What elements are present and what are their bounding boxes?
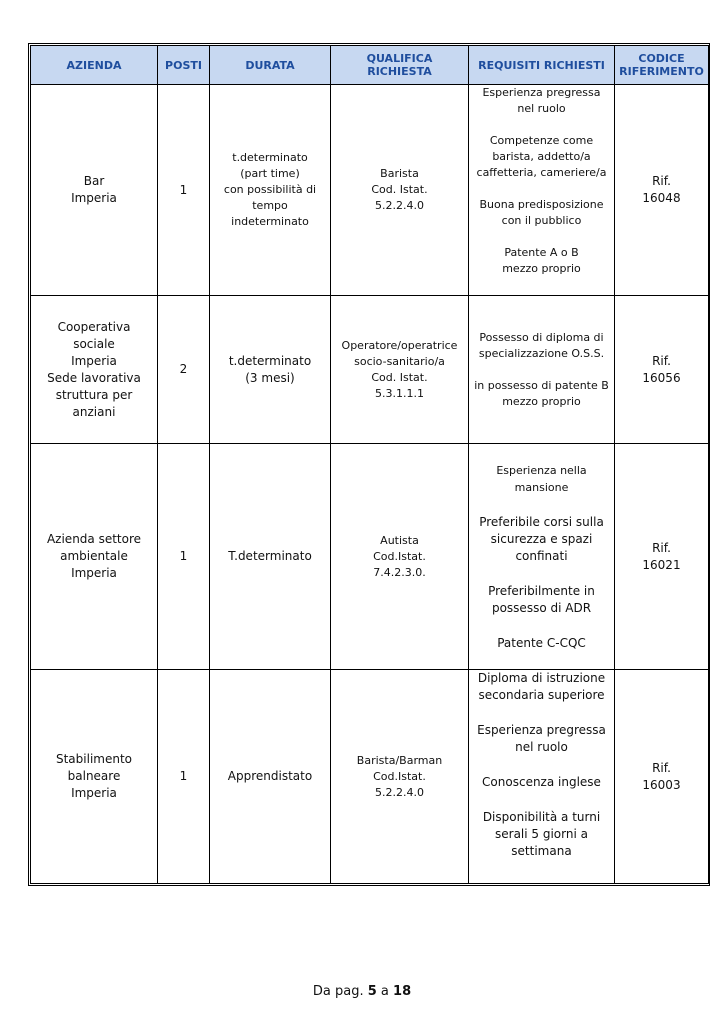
requisito-line: nel ruolo (517, 102, 566, 115)
requisito-line: confinati (515, 548, 568, 563)
codice-line: Rif. (652, 760, 671, 775)
header-qualifica: QUALIFICA RICHIESTA (331, 46, 469, 85)
requisito-line: Competenze come (489, 134, 594, 147)
codice-line: Rif. (652, 540, 671, 555)
qualifica-line: 5.2.2.4.0 (375, 199, 424, 212)
requisito-line: mansione (514, 480, 569, 494)
cell-durata (210, 444, 331, 670)
requisito-line: mezzo proprio (502, 262, 581, 275)
azienda-line: Sede lavorativa (47, 370, 141, 385)
requisito-line: Preferibile corsi sulla (479, 514, 604, 529)
requisito-line: mezzo proprio (502, 394, 581, 408)
requisito-line: possesso di ADR (491, 600, 592, 615)
requisito-line: Patente C-CQC (497, 635, 586, 650)
cell-azienda (31, 296, 158, 444)
requisito-line: secondaria superiore (478, 688, 605, 702)
header-codice-line1: CODICE (638, 52, 685, 65)
requisito-line: Buona predisposizione (479, 198, 604, 211)
azienda-line: balneare (67, 769, 121, 783)
cell-durata (210, 296, 331, 444)
cell-codice (615, 444, 709, 670)
codice-line: 16021 (642, 557, 681, 572)
codice-line: 16048 (642, 191, 681, 205)
azienda-line: Imperia (71, 353, 117, 368)
requisito-line: Patente A o B (504, 246, 579, 259)
azienda-line: Imperia (71, 786, 117, 800)
header-codice (615, 46, 709, 85)
page-footer (0, 984, 724, 999)
requisito-line: con il pubblico (501, 214, 582, 227)
requisito-line: Esperienza pregressa (477, 723, 606, 737)
qualifica-line: Cod. Istat. (371, 183, 428, 196)
durata-line: t.determinato (232, 151, 308, 164)
footer-prefix: Da pag. (312, 984, 364, 999)
azienda-line: Azienda settore (46, 532, 142, 546)
azienda-line: ambientale (60, 549, 128, 563)
codice-line: 16056 (642, 370, 681, 385)
durata-line: (part time) (240, 167, 300, 180)
cell-posti: 2 (158, 296, 210, 444)
cell-requisiti (469, 670, 615, 884)
table-row (31, 444, 709, 670)
qualifica-line: Cod. Istat. (371, 370, 428, 384)
azienda-line: struttura per (55, 387, 133, 402)
durata-line: indeterminato (231, 215, 309, 228)
azienda-line: Cooperativa sociale (57, 319, 131, 351)
requisito-line: Preferibilmente in (488, 583, 595, 598)
cell-posti: 1 (158, 444, 210, 670)
qualifica-line: Autista (380, 533, 419, 547)
requisito-line: Diploma di istruzione (477, 671, 606, 685)
cell-posti: 1 (158, 85, 210, 296)
cell-azienda (31, 670, 158, 884)
header-codice-line2: RIFERIMENTO (619, 65, 704, 78)
cell-codice (615, 296, 709, 444)
cell-posti: 1 (158, 670, 210, 884)
requisito-line: caffetteria, cameriere/a (476, 166, 607, 179)
header-azienda: AZIENDA (31, 46, 158, 85)
codice-line: Rif. (652, 353, 671, 368)
durata-line: Apprendistato (227, 769, 313, 783)
requisito-line: in possesso di patente B (474, 378, 609, 392)
cell-qualifica (331, 85, 469, 296)
durata-line: T.determinato (228, 549, 312, 563)
table-row (31, 670, 709, 884)
footer-page-total: 18 (393, 984, 412, 999)
qualifica-line: socio-sanitario/a (354, 354, 445, 368)
azienda-line: Imperia (71, 566, 117, 580)
cell-codice (615, 670, 709, 884)
codice-line: 16003 (642, 777, 681, 792)
durata-line: t.determinato (228, 353, 312, 368)
cell-azienda (31, 444, 158, 670)
header-durata: DURATA (210, 46, 331, 85)
cell-qualifica (331, 670, 469, 884)
qualifica-line: 5.2.2.4.0 (375, 785, 424, 799)
table-header-row (31, 46, 709, 85)
cell-durata (210, 670, 331, 884)
requisito-line: nel ruolo (515, 740, 568, 754)
header-requisiti: REQUISITI RICHIESTI (469, 46, 615, 85)
cell-azienda (31, 85, 158, 296)
cell-durata (210, 85, 331, 296)
requisito-line: Esperienza nella (496, 463, 587, 477)
requisito-line: settimana (511, 844, 572, 858)
requisito-line: specializzazione O.S.S. (478, 346, 605, 360)
durata-line: tempo (252, 199, 288, 212)
requisito-line: Conoscenza inglese (482, 775, 601, 789)
requisito-line: Esperienza pregressa (482, 86, 601, 99)
qualifica-line: Barista/Barman (356, 753, 443, 767)
azienda-line: anziani (72, 404, 116, 419)
durata-line: (3 mesi) (245, 370, 295, 385)
requisito-line: Disponibilità a turni (482, 810, 601, 824)
azienda-line: Stabilimento (55, 752, 133, 766)
qualifica-line: 5.3.1.1.1 (375, 386, 424, 400)
cell-qualifica (331, 296, 469, 444)
qualifica-line: Cod.Istat. (373, 769, 426, 783)
azienda-line: Bar (83, 174, 105, 188)
cell-requisiti (469, 85, 615, 296)
qualifica-line: 7.4.2.3.0. (373, 565, 426, 579)
requisito-line: serali 5 giorni a (495, 827, 588, 841)
qualifica-line: Barista (380, 167, 419, 180)
footer-page-number: 5 (367, 984, 377, 999)
footer-separator: a (380, 984, 389, 999)
cell-requisiti (469, 296, 615, 444)
cell-qualifica (331, 444, 469, 670)
requisito-line: barista, addetto/a (492, 150, 591, 163)
table-row (31, 296, 709, 444)
qualifica-line: Cod.Istat. (373, 549, 426, 563)
qualifica-line: Operatore/operatrice (341, 338, 458, 352)
azienda-line: Imperia (71, 191, 117, 205)
requisito-line: Possesso di diploma di (479, 330, 604, 344)
job-offers-table (30, 45, 709, 884)
table-row (31, 85, 709, 296)
header-posti: POSTI (158, 46, 210, 85)
codice-line: Rif. (652, 174, 671, 188)
cell-requisiti (469, 444, 615, 670)
cell-codice (615, 85, 709, 296)
durata-line: con possibilità di (223, 183, 317, 196)
requisito-line: sicurezza e spazi (490, 531, 593, 546)
